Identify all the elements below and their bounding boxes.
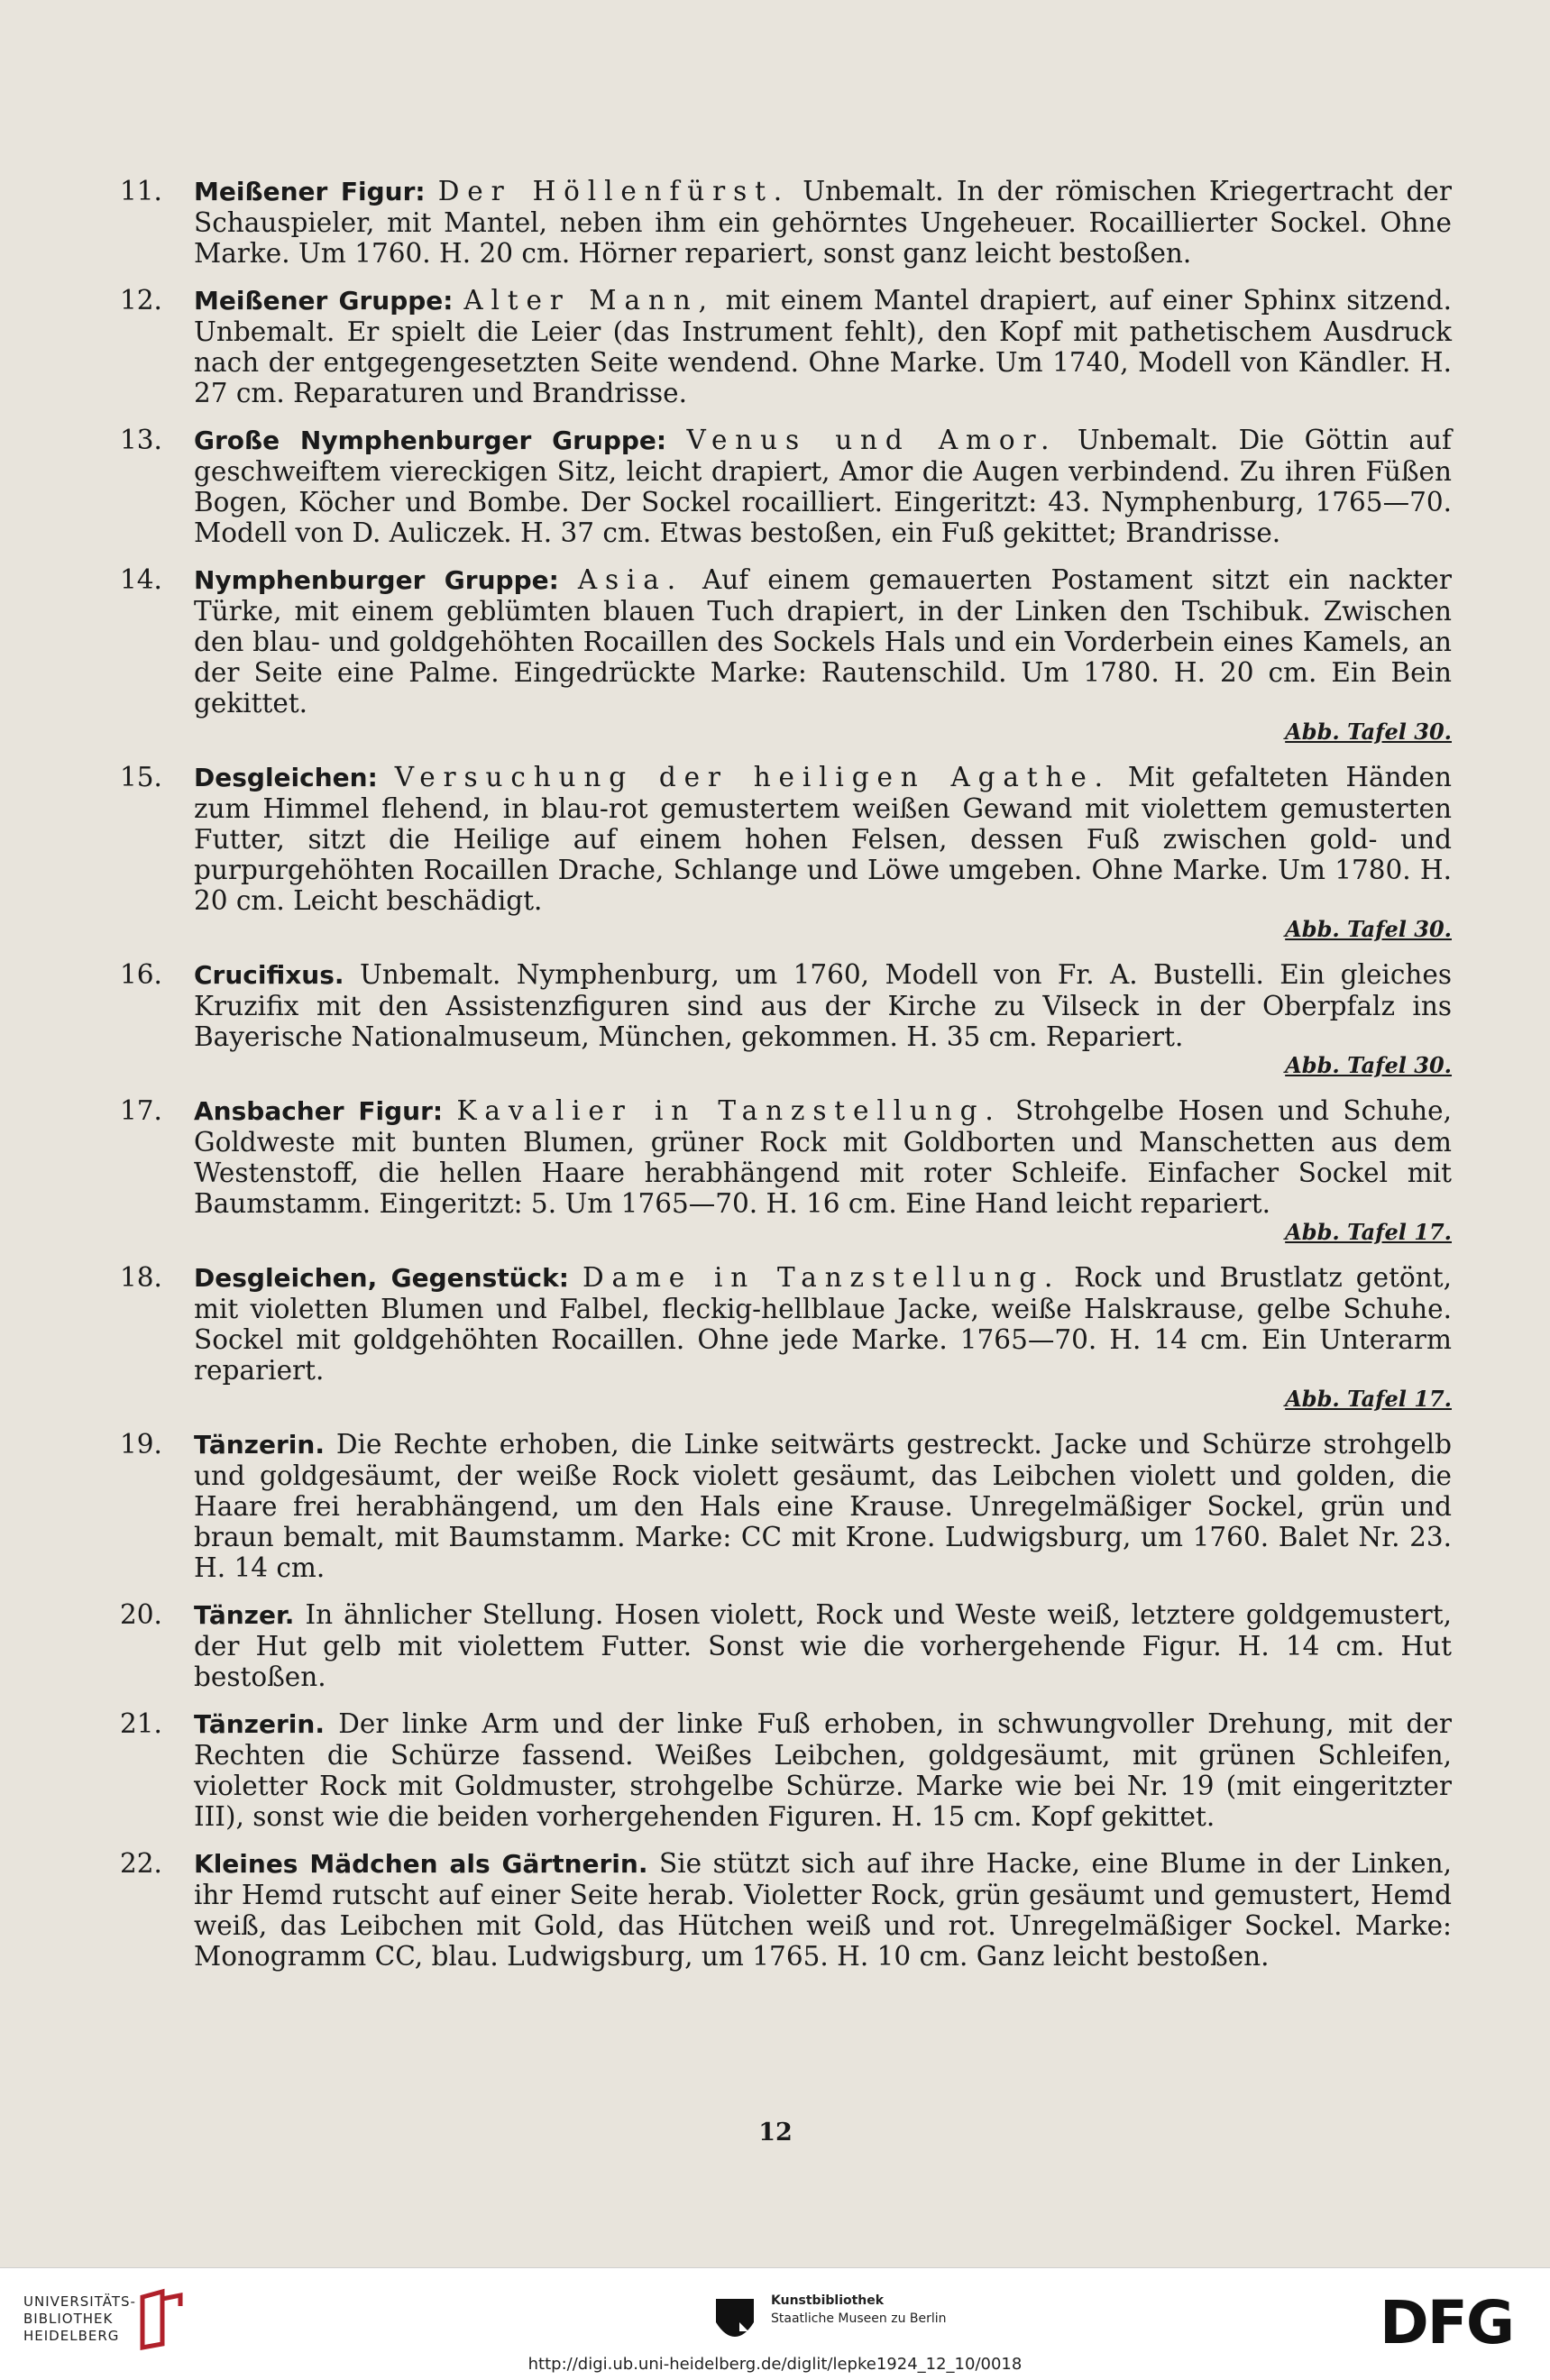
entry-title: Meißener Gruppe: (194, 286, 454, 316)
entry-title: Tänzerin. (194, 1709, 325, 1739)
entry-title: Desgleichen: (194, 763, 378, 792)
viewer-footer (0, 2267, 1550, 2380)
catalog-entry (120, 285, 1452, 408)
entry-description: Auf einem gemauerten Postament sitzt ein nackter Türke, mit einem geblümten blauen Tuch drapiert, in der Linken den Tschibuk. Zwischen den blau- und goldgehöhten Rocaillen des Sockels Hals und ein Vorderbein eines Kamels, an der Seite eine Palme. Eingedrückte Marke: Rautenschild. Um 1780. H. 20 cm. Ein Bein gekittet. (194, 564, 1452, 719)
entry-number: 19. (120, 1429, 162, 1460)
plate-reference: Abb. Tafel 17. (1285, 1386, 1452, 1412)
kb-title: Kunstbibliothek (771, 2293, 885, 2308)
entry-subject: Venus und Amor. (686, 425, 1058, 455)
entry-title: Tänzer. (194, 1600, 295, 1630)
uni-logo-line-1: UNIVERSITÄTS- (23, 2293, 136, 2310)
entry-description: Sie stützt sich auf ihre Hacke, eine Blume in der Linken, ihr Hemd rutscht auf einer Seite herab. Violetter Rock, grün gesäumt und gemustert, Hemd weiß, das Leibchen mit Gold, das Hütchen weiß und rot. Unregelmäßiger Sockel. Marke: Monogramm CC, blau. Ludwigsburg, um 1765. H. 10 cm. Ganz leicht bestoßen. (194, 1848, 1453, 1972)
page-number: 12 (758, 2119, 793, 2147)
plate-reference: Abb. Tafel 30. (1285, 719, 1452, 745)
university-mark-icon (135, 2288, 189, 2351)
catalog-entries (120, 176, 1453, 1988)
uni-logo-line-3: HEIDELBERG (23, 2328, 120, 2344)
entry-description: Der linke Arm und der linke Fuß erhoben, in schwungvoller Drehung, mit der Rechten die Schürze fassend. Weißes Leibchen, goldgesäumt, mit grünen Schleifen, violetter Rock mit Goldmuster, strohgelbe Schürze. Marke wie bei Nr. 19 (mit eingeritzter III), sonst wie die beiden vorhergehenden Figuren. H. 15 cm. Kopf gekittet. (194, 1708, 1452, 1832)
entry-number: 17. (120, 1095, 162, 1126)
entry-description: Unbemalt. Die Göttin auf geschweiftem viereckigen Sitz, leicht drapiert, Amor die Augen verbindend. Zu ihren Füßen Bogen, Köcher und Bombe. Der Sockel rocailliert. Eingeritzt: 43. Nymphenburg, 1765—70. Modell von D. Auliczek. H. 37 cm. Etwas bestoßen, ein Fuß gekittet; Brandrisse. (194, 425, 1452, 548)
entry-number: 12. (120, 285, 162, 316)
uni-logo-line-2: BIBLIOTHEK (23, 2311, 114, 2327)
entry-title: Ansbacher Figur: (194, 1096, 444, 1126)
catalog-entry (120, 176, 1452, 269)
catalog-entry (120, 762, 1452, 943)
entry-number: 22. (120, 1848, 162, 1879)
entry-title: Meißener Figur: (194, 177, 426, 206)
catalog-entry (120, 564, 1452, 746)
catalog-entry (120, 959, 1452, 1079)
entry-subject: Dame in Tanzstellung. (582, 1262, 1061, 1293)
entry-number: 21. (120, 1708, 162, 1739)
entry-subject: Versuchung der heiligen Agathe. (394, 762, 1111, 792)
entry-number: 15. (120, 762, 162, 792)
page-url[interactable]: http://digi.ub.uni-heidelberg.de/diglit/lepke1924_12_10/0018 (527, 2355, 1023, 2374)
entry-title: Nymphenburger Gruppe: (194, 565, 559, 595)
catalog-entry (120, 425, 1452, 548)
entry-number: 20. (120, 1599, 162, 1630)
kunstbibliothek-logo[interactable] (771, 2292, 947, 2328)
entry-title: Desgleichen, Gegenstück: (194, 1263, 569, 1293)
university-library-logo[interactable] (23, 2293, 136, 2345)
entry-title: Crucifixus. (194, 960, 344, 990)
entry-description: Strohgelbe Hosen und Schuhe, Goldweste mit bunten Blumen, grüner Rock mit Goldborten und Manschetten aus dem Westenstoff, die hellen Haare herabhängend mit roter Schleife. Einfacher Sockel mit Baumstamm. Eingeritzt: 5. Um 1765—70. H. 16 cm. Eine Hand leicht repariert. (194, 1095, 1452, 1219)
entry-title: Kleines Mädchen als Gärtnerin. (194, 1849, 648, 1879)
catalog-entry (120, 1848, 1453, 1972)
entry-number: 14. (120, 564, 162, 595)
entry-description: Unbemalt. In der römischen Kriegertracht der Schauspieler, mit Mantel, neben ihm ein gehörntes Ungeheuer. Rocaillierter Sockel. Ohne Marke. Um 1760. H. 20 cm. Hörner repariert, sonst ganz leicht bestoßen. (194, 176, 1452, 269)
eagle-icon (712, 2295, 757, 2340)
entry-description: Mit gefalteten Händen zum Himmel flehend, in blau-rot gemustertem weißen Gewand mit violettem gemusterten Futter, sitzt die Heilige auf einem hohen Felsen, dessen Fuß zwischen gold- und purpurgehöhten Rocaillen Drache, Schlange und Löwe umgeben. Ohne Marke. Um 1780. H. 20 cm. Leicht beschädigt. (194, 762, 1452, 916)
entry-number: 11. (120, 176, 162, 206)
entry-subject: Der Höllenfürst. (437, 176, 791, 206)
entry-description: In ähnlicher Stellung. Hosen violett, Rock und Weste weiß, letztere goldgemustert, der Hut gelb mit violettem Futter. Sonst wie die vorhergehende Figur. H. 14 cm. Hut bestoßen. (194, 1599, 1452, 1692)
entry-description: Die Rechte erhoben, die Linke seitwärts gestreckt. Jacke und Schürze strohgelb und goldgesäumt, der weiße Rock violett gesäumt, das Leibchen violett und golden, die Haare frei herabhängend, um den Hals eine Krause. Unregelmäßiger Sockel, grün und braun bemalt, mit Baumstamm. Marke: CC mit Krone. Ludwigsburg, um 1760. Balet Nr. 23. H. 14 cm. (194, 1429, 1452, 1583)
catalog-entry (120, 1095, 1452, 1246)
catalog-entry (120, 1262, 1452, 1413)
entry-number: 16. (120, 959, 162, 990)
entry-subject: Alter Mann, (463, 285, 715, 316)
entry-title: Große Nymphenburger Gruppe: (194, 426, 667, 455)
catalog-entry (120, 1429, 1452, 1583)
entry-description: mit einem Mantel drapiert, auf einer Sphinx sitzend. Unbemalt. Er spielt die Leier (das Instrument fehlt), den Kopf mit pathetischem Ausdruck nach der entgegengesetzten Seite wendend. Ohne Marke. Um 1740, Modell von Kändler. H. 27 cm. Reparaturen und Brandrisse. (194, 285, 1452, 408)
entry-description: Unbemalt. Nymphenburg, um 1760, Modell von Fr. A. Bustelli. Ein gleiches Kruzifix mit den Assistenzfiguren sind aus der Kirche zu Vilseck in der Oberpfalz ins Bayerische Nationalmuseum, München, gekommen. H. 35 cm. Repariert. (194, 959, 1452, 1052)
entry-number: 18. (120, 1262, 162, 1293)
entry-description: Rock und Brustlatz getönt, mit violetten Blumen und Falbel, fleckig-hellblaue Jacke, weiße Halskrause, gelbe Schuhe. Sockel mit goldgehöhten Rocaillen. Ohne jede Marke. 1765—70. H. 14 cm. Ein Unterarm repariert. (194, 1262, 1452, 1386)
catalog-entry (120, 1708, 1452, 1832)
catalog-entry (120, 1599, 1452, 1692)
entry-number: 13. (120, 425, 162, 455)
plate-reference: Abb. Tafel 30. (1285, 1052, 1452, 1078)
plate-reference: Abb. Tafel 17. (1285, 1219, 1452, 1245)
entry-subject: Asia. (577, 564, 683, 595)
entry-subject: Kavalier in Tanzstellung. (456, 1095, 1002, 1126)
kb-subtitle: Staatliche Museen zu Berlin (771, 2311, 947, 2326)
dfg-logo[interactable]: DFG (1380, 2288, 1514, 2357)
entry-title: Tänzerin. (194, 1430, 325, 1460)
plate-reference: Abb. Tafel 30. (1285, 916, 1452, 942)
